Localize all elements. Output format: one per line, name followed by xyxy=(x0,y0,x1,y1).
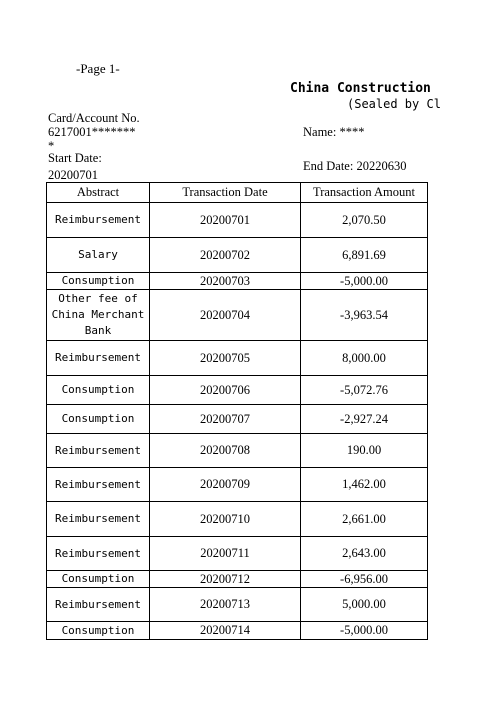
card-account-label: Card/Account No. xyxy=(48,111,140,125)
column-header-abstract: Abstract xyxy=(47,183,150,203)
abstract-cell: Consumption xyxy=(47,571,150,588)
table-row xyxy=(47,622,428,640)
date-cell: 20200709 xyxy=(150,468,301,502)
end-date: End Date: 20220630 xyxy=(303,159,407,173)
amount-cell: -5,072.76 xyxy=(301,376,428,405)
abstract-cell: Reimbursement xyxy=(47,468,150,502)
amount-cell: 5,000.00 xyxy=(301,588,428,622)
amount-cell: -3,963.54 xyxy=(301,290,428,341)
date-cell: 20200711 xyxy=(150,537,301,571)
table-row xyxy=(47,273,428,290)
table-row xyxy=(47,571,428,588)
date-cell: 20200710 xyxy=(150,502,301,537)
amount-cell: 2,643.00 xyxy=(301,537,428,571)
table-row xyxy=(47,434,428,468)
transaction-table xyxy=(46,182,428,640)
bank-header xyxy=(280,81,441,117)
amount-cell: 190.00 xyxy=(301,434,428,468)
table-row xyxy=(47,290,428,341)
amount-cell: -5,000.00 xyxy=(301,273,428,290)
start-date-label: Start Date: xyxy=(48,151,102,165)
abstract-cell: Consumption xyxy=(47,273,150,290)
date-cell: 20200714 xyxy=(150,622,301,640)
table-row xyxy=(47,376,428,405)
table-row xyxy=(47,537,428,571)
seal-note: (Sealed by Cl xyxy=(347,97,441,111)
table-row xyxy=(47,203,428,238)
abstract-cell: Reimbursement xyxy=(47,434,150,468)
amount-cell: -2,927.24 xyxy=(301,405,428,434)
date-cell: 20200705 xyxy=(150,341,301,376)
abstract-cell: Reimbursement xyxy=(47,203,150,238)
abstract-cell: Consumption xyxy=(47,405,150,434)
table-row xyxy=(47,588,428,622)
column-header-transaction-amount: Transaction Amount xyxy=(301,183,428,203)
table-row xyxy=(47,405,428,434)
bank-name: China Construction xyxy=(290,81,431,96)
amount-cell: 6,891.69 xyxy=(301,238,428,273)
date-cell: 20200713 xyxy=(150,588,301,622)
card-account-number: 6217001******* xyxy=(48,125,136,139)
amount-cell: -6,956.00 xyxy=(301,571,428,588)
amount-cell: 2,661.00 xyxy=(301,502,428,537)
table-row xyxy=(47,341,428,376)
date-cell: 20200704 xyxy=(150,290,301,341)
amount-cell: 1,462.00 xyxy=(301,468,428,502)
start-date-value: 20200701 xyxy=(48,168,98,182)
card-account-number-tail: * xyxy=(48,139,55,153)
abstract-cell: Other fee of China Merchant Bank xyxy=(47,290,150,341)
table-header-row xyxy=(47,183,428,203)
date-cell: 20200708 xyxy=(150,434,301,468)
amount-cell: 2,070.50 xyxy=(301,203,428,238)
transaction-rows xyxy=(47,203,428,640)
table-row xyxy=(47,238,428,273)
abstract-cell: Consumption xyxy=(47,622,150,640)
column-header-transaction-date: Transaction Date xyxy=(150,183,301,203)
account-name: Name: **** xyxy=(303,125,365,139)
date-cell: 20200702 xyxy=(150,238,301,273)
abstract-cell: Reimbursement xyxy=(47,588,150,622)
table-row xyxy=(47,502,428,537)
abstract-cell: Reimbursement xyxy=(47,502,150,537)
card-account-block xyxy=(48,111,158,147)
abstract-cell: Consumption xyxy=(47,376,150,405)
amount-cell: 8,000.00 xyxy=(301,341,428,376)
abstract-cell: Salary xyxy=(47,238,150,273)
abstract-cell: Reimbursement xyxy=(47,341,150,376)
amount-cell: -5,000.00 xyxy=(301,622,428,640)
abstract-cell: Reimbursement xyxy=(47,537,150,571)
page-number: -Page 1- xyxy=(76,61,120,76)
date-cell: 20200703 xyxy=(150,273,301,290)
table-row xyxy=(47,468,428,502)
date-cell: 20200707 xyxy=(150,405,301,434)
date-cell: 20200712 xyxy=(150,571,301,588)
date-cell: 20200701 xyxy=(150,203,301,238)
date-cell: 20200706 xyxy=(150,376,301,405)
